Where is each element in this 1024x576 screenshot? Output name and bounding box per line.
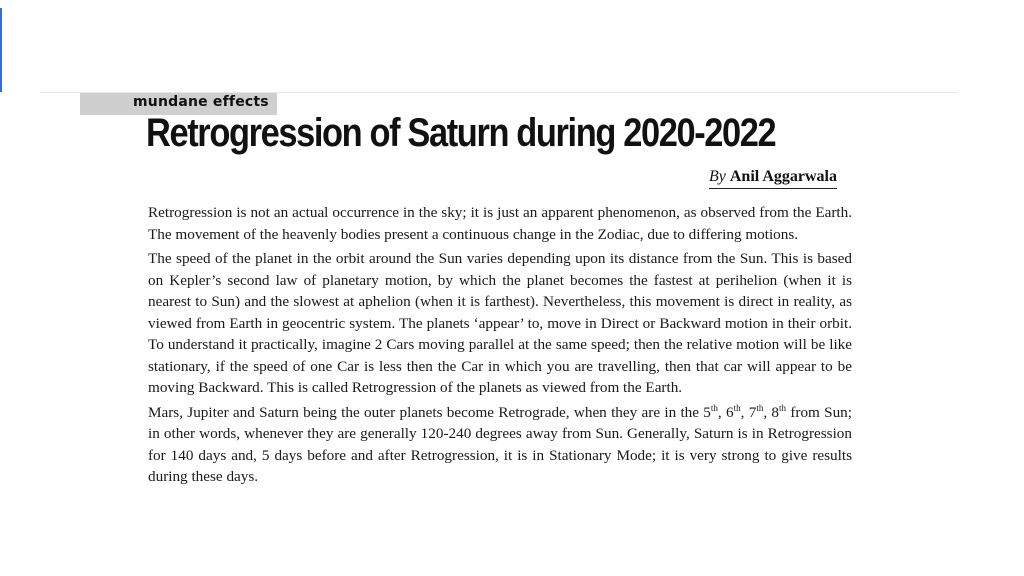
article-paragraph: Retrogression is not an actual occurrence in the sky; it is just an apparent phenomenon, as observed from the Earth. The movement of the heavenly bodies present a continuous change in the Zodiac, due to differing motions. [148,204,852,243]
paragraph-text: Mars, Jupiter and Saturn being the outer planets become Retrograde, when they are in the 5 [148,403,711,421]
article-title: Retrogression of Saturn during 2020-2022 [146,111,776,155]
article-paragraph [148,402,852,488]
ordinal-suffix: th [756,402,764,413]
ordinal-suffix: th [779,402,787,413]
paragraph-text: , 7 [740,403,757,421]
paragraph-text: , 6 [717,403,734,421]
paragraph-text: from Sun; in other words, whenever they are generally 120-240 degrees away from Sun. Generally, Saturn is in Retrogression for 140 days and, 5 days before and after Retrogression, it is in Stationary Mode; it is very strong to give results during these days. [148,403,852,485]
paragraph-text: , 8 [763,403,780,421]
article-paragraph: The speed of the planet in the orbit around the Sun varies depending upon its distance from the Sun. This is based on Kepler’s second law of planetary motion, by which the planet becomes the fastest at perihelion (when it is nearest to Sun) and the slowest at aphelion (when it is farthest). Nevertheless, this movement is direct in reality, as viewed from Earth in geocentric system. The planets ‘appear’ to, move in Direct or Backward motion in their orbit. To understand it practically, imagine 2 Cars moving parallel at the same speed; then the relative motion will be like stationary, if the speed of one Car is less then the Car in which you are travelling, then that car will appear to be moving Backward. This is called Retrogression of the planets as viewed from the Earth. [148,250,852,396]
byline [709,168,837,189]
ordinal-suffix: th [733,402,741,413]
ordinal-suffix: th [710,402,718,413]
section-label: mundane effects [133,94,269,110]
byline-prefix: By [709,168,726,185]
left-accent-bar [0,8,2,92]
article-body [148,202,852,524]
byline-author: Anil Aggarwala [729,168,837,185]
